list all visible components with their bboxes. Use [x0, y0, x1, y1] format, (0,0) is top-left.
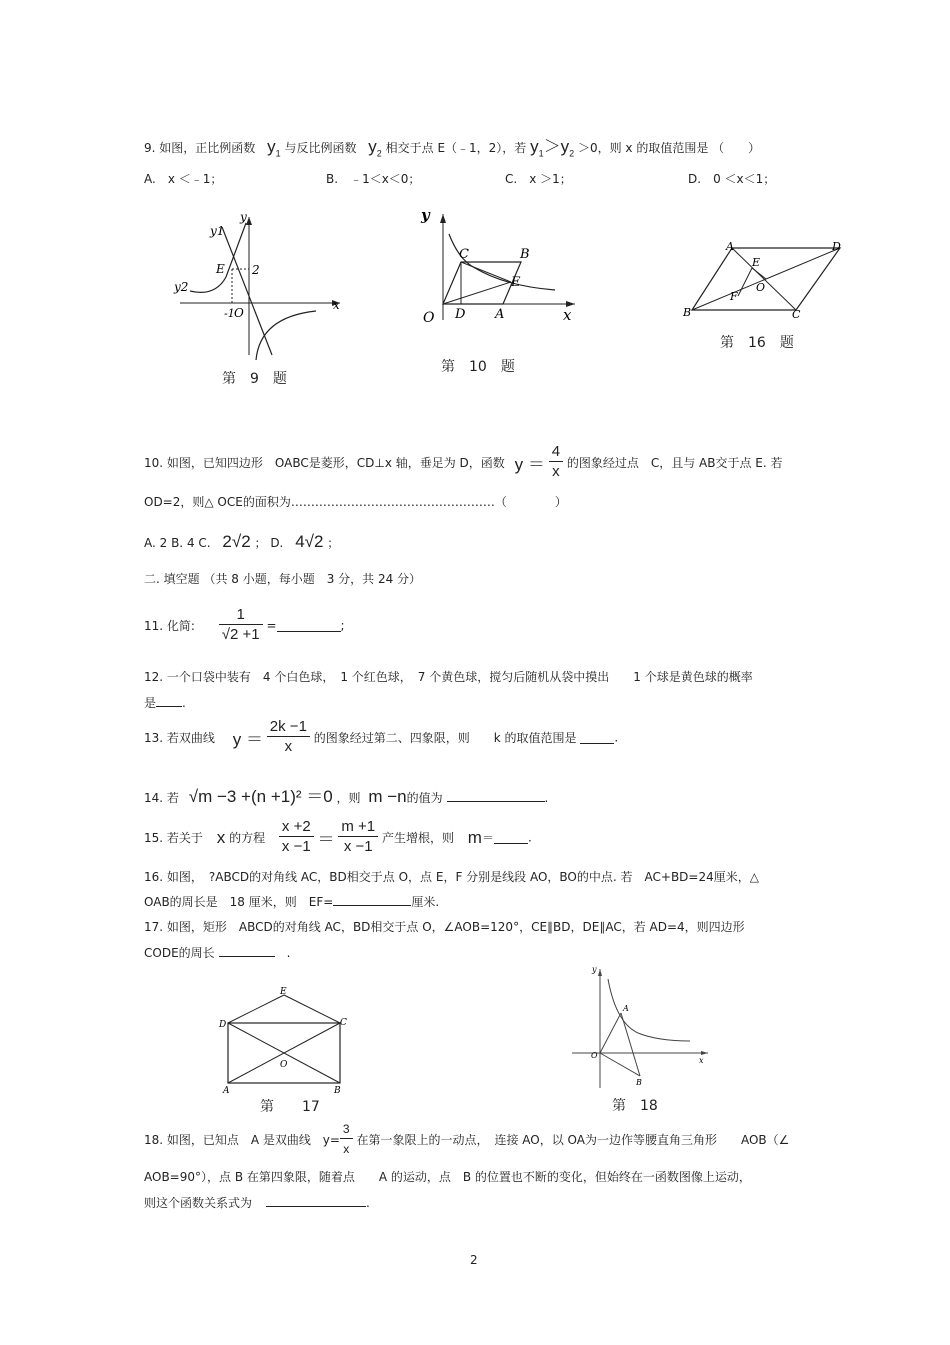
q10-y-eq: y ＝ [514, 455, 545, 474]
q14-blank [447, 789, 545, 802]
fig18-label-b: B [636, 1078, 642, 1087]
figure-10 [415, 202, 585, 332]
q12-line1: 12. 一个口袋中装有 4 个白色球， 1 个红色球， 7 个黄色球，搅匀后随机从袋中摸出 1 个球是黄色球的概率 [144, 670, 753, 684]
fig18-label-o: O [591, 1051, 598, 1060]
fig9-label-x: x [333, 298, 340, 312]
fig16-label-d: D [832, 240, 841, 253]
fig9-label-2: 2 [252, 263, 260, 277]
q15-blank [494, 831, 528, 844]
q9-cond: $y_1>y_2$ [530, 137, 575, 159]
fig10-label-c: C [459, 247, 469, 262]
q11: 11. 化简: $\frac{1}{√2 +1}$ = ; [144, 606, 345, 643]
q15-left-fraction: $\frac{x +2}{x -1}$ [279, 818, 314, 857]
fig17-label-e: E [280, 987, 287, 997]
q17-line2: CODE的周长 . [144, 946, 291, 960]
figure-17 [216, 985, 356, 1097]
fig17-label-a: A [223, 1086, 230, 1096]
fig16-label-c: C [792, 308, 801, 321]
fig18-label-x: x [699, 1056, 704, 1065]
q17-blank [219, 944, 275, 957]
fig10-label-x: x [563, 306, 572, 324]
q18-line1: 18. 如图，已知点 A 是双曲线 y= $\frac{3}{x}$ 在第一象限上的一动点， 连接 AO，以 OA为一边作等腰直角三角形 AOB（∠ [144, 1120, 789, 1159]
q18-line3: 则这个函数关系式为 . [144, 1196, 370, 1210]
figure-16 [680, 238, 850, 326]
q17-line1: 17. 如图，矩形 ABCD的对角线 AC，BD相交于点 O，∠AOB=120°，CE∥BD，DE∥AC，若 AD=4，则四边形 [144, 920, 745, 934]
fig16-label-o: O [756, 281, 766, 294]
fig9-label-neg1: -1 [224, 307, 235, 320]
q10-opt-c: 2√2 [222, 532, 251, 551]
q12-blank [156, 694, 182, 707]
q10-line2: OD=2，则△ OCE的面积为……………………………………………（ ） [144, 495, 567, 509]
fig9-label-y1: y1 [210, 224, 225, 238]
figure-9 [170, 205, 350, 365]
fig17-label-d: D [219, 1020, 227, 1030]
fig16-label-f: F [730, 290, 738, 303]
q10-opt-d: 4√2 [295, 532, 324, 551]
q9-text-b: 与反比例函数 [284, 141, 357, 155]
q9-text-d: ＞0，则 x 的取值范围是 （ ） [577, 141, 761, 155]
fig17-label-b: B [334, 1086, 341, 1096]
q11-blank [277, 619, 341, 632]
fig10-caption: 第 10 题 [441, 359, 515, 375]
fig9-label-y: y [240, 210, 247, 224]
fig18-label-a: A [623, 1004, 629, 1013]
q13: 13. 若双曲线 y ＝ $\frac{2k -1}{x}$ 的图象经过第二、四象限，则 k 的取值范围是 . [144, 718, 619, 755]
q9-y2: $y_2$ [368, 137, 382, 159]
fig16-label-b: B [683, 306, 692, 319]
q9-option-c: C. x ＞1； [505, 172, 572, 186]
fig9-label-y2: y2 [174, 280, 189, 294]
q16-blank [333, 893, 411, 906]
q16-line1: 16. 如图， ?ABCD的对角线 AC，BD相交于点 O，点 E，F 分别是线段 AO，BO的中点. 若 AC+BD=24厘米，△ [144, 870, 759, 884]
q9-text-c: 相交于点 E（﹣1，2），若 [385, 141, 527, 155]
fig16-label-a: A [726, 240, 734, 253]
fig10-label-o: O [423, 310, 435, 326]
fig10-label-e: E [511, 275, 521, 290]
q10-text-b: 的图象经过点 C，且与 AB交于点 E. 若 [566, 456, 783, 470]
q15-right-fraction: $\frac{m +1}{x -1}$ [338, 818, 378, 857]
q9-stem [144, 132, 760, 158]
q18-blank [266, 1194, 366, 1207]
q14-expression: √m −3 +(n +1)² ＝0 [188, 787, 333, 806]
fig9-label-e: E [216, 262, 225, 276]
fig10-label-y: y [421, 206, 430, 224]
fig9-caption: 第 9 题 [222, 371, 287, 387]
q10-stem [144, 443, 783, 482]
fig17-label-c: C [340, 1018, 347, 1028]
fig17-caption: 第 17 [260, 1099, 320, 1115]
q9-text-a: 9. 如图，正比例函数 [144, 141, 256, 155]
fig10-label-d: D [455, 307, 466, 322]
q15: 15. 若关于 x 的方程 $\frac{x +2}{x -1}$ ＝ $\frac{m +1}{x -1}$ 产生增根，则 m＝ . [144, 818, 532, 855]
fig16-caption: 第 16 题 [720, 335, 794, 351]
fig17-label-o: O [280, 1060, 288, 1070]
q14: 14. 若 √m −3 +(n +1)² ＝0 ，则 m −n的值为 . [144, 787, 549, 806]
q9-option-a: A. x ＜﹣1； [144, 172, 223, 186]
q9-option-d: D. 0 ＜x＜1； [688, 172, 776, 186]
fig10-label-b: B [520, 247, 530, 262]
q10-fraction: $\frac{4}{x}$ [549, 443, 563, 482]
q12-line2: 是 . [144, 696, 186, 710]
q13-blank [580, 731, 614, 744]
fig18-caption: 第 18 [612, 1098, 658, 1114]
q9-option-b: B. ﹣1＜x＜0； [326, 172, 421, 186]
q16-line2: OAB的周长是 18 厘米，则 EF= 厘米. [144, 895, 440, 909]
q9-y1: $y_1$ [267, 137, 281, 159]
figure-18 [568, 963, 718, 1093]
q13-fraction: $\frac{2k -1}{x}$ [267, 718, 310, 757]
q18-line2: AOB=90°），点 B 在第四象限，随着点 A 的运动，点 B 的位置也不断的变化，但始终在一函数图像上运动， [144, 1170, 751, 1184]
fig16-label-e: E [752, 256, 761, 269]
fig9-label-o: O [234, 306, 244, 320]
q10-options: A. 2 B. 4 C. 2√2 ； D. 4√2 ； [144, 532, 340, 551]
q10-text-a: 10. 如图，已知四边形 OABC是菱形，CD⊥x 轴，垂足为 D，函数 [144, 456, 505, 470]
section-2-heading: 二. 填空题 （共 8 小题，每小题 3 分，共 24 分） [144, 572, 422, 586]
q11-fraction: $\frac{1}{√2 +1}$ [219, 606, 263, 645]
page-number: 2 [470, 1253, 478, 1267]
q18-fraction: $\frac{3}{x}$ [340, 1120, 353, 1159]
fig18-label-y: y [592, 965, 597, 974]
fig10-label-a: A [495, 307, 505, 322]
